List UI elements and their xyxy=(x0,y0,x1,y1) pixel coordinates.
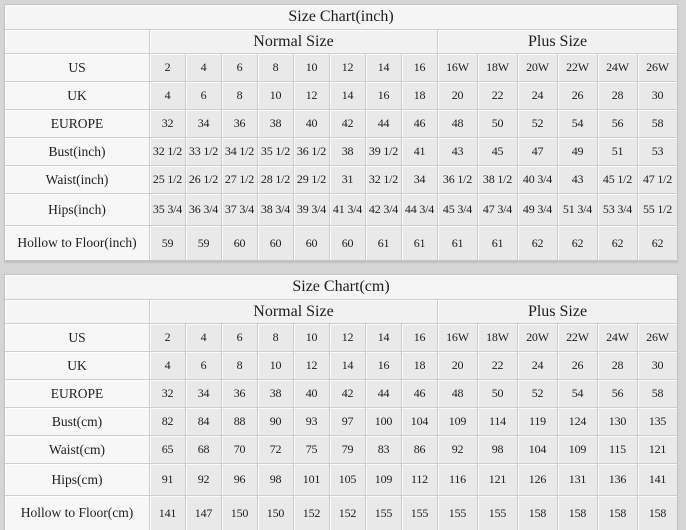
size-value: 44 xyxy=(365,109,401,137)
size-value: 60 xyxy=(221,225,257,260)
size-value: 44 3/4 xyxy=(401,193,437,225)
size-value: 34 1/2 xyxy=(221,137,257,165)
size-value: 47 xyxy=(517,137,557,165)
size-value: 61 xyxy=(437,225,477,260)
table-row xyxy=(5,407,677,435)
size-value: 40 xyxy=(293,109,329,137)
size-value: 68 xyxy=(185,435,221,463)
size-value: 38 1/2 xyxy=(477,165,517,193)
row-label: Bust(cm) xyxy=(5,407,149,435)
size-value: 47 1/2 xyxy=(637,165,677,193)
size-value: 32 1/2 xyxy=(149,137,185,165)
size-value: 62 xyxy=(517,225,557,260)
size-value: 36 1/2 xyxy=(293,137,329,165)
size-value: 42 xyxy=(329,379,365,407)
size-value: 109 xyxy=(437,407,477,435)
size-value: 62 xyxy=(557,225,597,260)
table-row xyxy=(5,379,677,407)
size-value: 48 xyxy=(437,109,477,137)
size-value: 131 xyxy=(557,463,597,495)
size-value: 14 xyxy=(329,81,365,109)
size-value: 88 xyxy=(221,407,257,435)
size-value: 55 1/2 xyxy=(637,193,677,225)
size-value: 33 1/2 xyxy=(185,137,221,165)
size-value: 10 xyxy=(257,81,293,109)
size-value: 51 xyxy=(597,137,637,165)
size-value: 39 1/2 xyxy=(365,137,401,165)
size-value: 16 xyxy=(365,81,401,109)
row-label: US xyxy=(5,323,149,351)
size-value: 20W xyxy=(517,323,557,351)
size-value: 44 xyxy=(365,379,401,407)
size-value: 155 xyxy=(401,495,437,530)
size-value: 26 xyxy=(557,351,597,379)
size-value: 155 xyxy=(477,495,517,530)
row-label: Hips(cm) xyxy=(5,463,149,495)
size-value: 49 xyxy=(557,137,597,165)
size-value: 98 xyxy=(257,463,293,495)
size-value: 50 xyxy=(477,379,517,407)
size-value: 150 xyxy=(221,495,257,530)
size-value: 46 xyxy=(401,379,437,407)
row-label: EUROPE xyxy=(5,109,149,137)
size-value: 40 xyxy=(293,379,329,407)
size-value: 52 xyxy=(517,109,557,137)
size-value: 150 xyxy=(257,495,293,530)
size-value: 98 xyxy=(477,435,517,463)
size-value: 50 xyxy=(477,109,517,137)
size-value: 135 xyxy=(637,407,677,435)
size-value: 38 xyxy=(329,137,365,165)
size-value: 70 xyxy=(221,435,257,463)
size-value: 47 3/4 xyxy=(477,193,517,225)
size-value: 30 xyxy=(637,81,677,109)
table-title: Size Chart(cm) xyxy=(5,275,677,299)
size-value: 34 xyxy=(401,165,437,193)
size-value: 22 xyxy=(477,81,517,109)
size-value: 121 xyxy=(637,435,677,463)
size-chart-cm-table xyxy=(4,274,678,530)
size-value: 28 xyxy=(597,351,637,379)
size-value: 79 xyxy=(329,435,365,463)
size-value: 112 xyxy=(401,463,437,495)
size-value: 24 xyxy=(517,351,557,379)
column-group-label: Normal Size xyxy=(149,29,437,53)
size-value: 60 xyxy=(329,225,365,260)
table-row xyxy=(5,463,677,495)
column-group-label: Plus Size xyxy=(437,29,677,53)
corner-cell xyxy=(5,299,149,323)
size-value: 43 xyxy=(437,137,477,165)
size-value: 12 xyxy=(329,323,365,351)
corner-cell xyxy=(5,29,149,53)
size-value: 32 1/2 xyxy=(365,165,401,193)
table-row xyxy=(5,137,677,165)
size-value: 58 xyxy=(637,109,677,137)
size-value: 61 xyxy=(477,225,517,260)
table-row xyxy=(5,225,677,260)
size-value: 2 xyxy=(149,53,185,81)
row-label: UK xyxy=(5,351,149,379)
size-value: 36 xyxy=(221,379,257,407)
size-value: 20 xyxy=(437,81,477,109)
size-value: 10 xyxy=(293,323,329,351)
size-value: 53 3/4 xyxy=(597,193,637,225)
size-value: 28 1/2 xyxy=(257,165,293,193)
size-value: 130 xyxy=(597,407,637,435)
size-value: 60 xyxy=(257,225,293,260)
size-value: 38 xyxy=(257,109,293,137)
size-value: 97 xyxy=(329,407,365,435)
size-value: 124 xyxy=(557,407,597,435)
size-value: 93 xyxy=(293,407,329,435)
size-value: 41 xyxy=(401,137,437,165)
size-value: 147 xyxy=(185,495,221,530)
size-value: 20 xyxy=(437,351,477,379)
size-value: 43 xyxy=(557,165,597,193)
size-value: 46 xyxy=(401,109,437,137)
size-value: 24W xyxy=(597,53,637,81)
size-value: 136 xyxy=(597,463,637,495)
size-value: 16W xyxy=(437,53,477,81)
size-value: 24W xyxy=(597,323,637,351)
size-value: 155 xyxy=(437,495,477,530)
size-value: 49 3/4 xyxy=(517,193,557,225)
size-value: 38 3/4 xyxy=(257,193,293,225)
size-value: 37 3/4 xyxy=(221,193,257,225)
size-value: 14 xyxy=(365,53,401,81)
table-row xyxy=(5,193,677,225)
size-value: 6 xyxy=(221,53,257,81)
size-value: 39 3/4 xyxy=(293,193,329,225)
size-value: 10 xyxy=(293,53,329,81)
row-label: Waist(inch) xyxy=(5,165,149,193)
size-value: 16 xyxy=(365,351,401,379)
row-label: US xyxy=(5,53,149,81)
size-value: 36 xyxy=(221,109,257,137)
size-value: 56 xyxy=(597,109,637,137)
size-value: 58 xyxy=(637,379,677,407)
row-label: Waist(cm) xyxy=(5,435,149,463)
size-value: 126 xyxy=(517,463,557,495)
size-value: 62 xyxy=(637,225,677,260)
size-value: 16 xyxy=(401,323,437,351)
size-value: 22W xyxy=(557,53,597,81)
size-value: 29 1/2 xyxy=(293,165,329,193)
size-value: 114 xyxy=(477,407,517,435)
size-value: 105 xyxy=(329,463,365,495)
size-value: 16 xyxy=(401,53,437,81)
size-value: 31 xyxy=(329,165,365,193)
size-value: 56 xyxy=(597,379,637,407)
size-value: 10 xyxy=(257,351,293,379)
table-title: Size Chart(inch) xyxy=(5,5,677,29)
size-value: 158 xyxy=(517,495,557,530)
size-value: 158 xyxy=(557,495,597,530)
column-group-label: Plus Size xyxy=(437,299,677,323)
size-value: 26W xyxy=(637,53,677,81)
size-value: 8 xyxy=(257,53,293,81)
size-value: 92 xyxy=(437,435,477,463)
size-chart-inch-table xyxy=(4,4,678,261)
size-value: 26W xyxy=(637,323,677,351)
size-value: 22 xyxy=(477,351,517,379)
table-row xyxy=(5,351,677,379)
size-value: 72 xyxy=(257,435,293,463)
size-value: 45 xyxy=(477,137,517,165)
size-value: 91 xyxy=(149,463,185,495)
size-value: 12 xyxy=(293,81,329,109)
table-row xyxy=(5,53,677,81)
size-value: 4 xyxy=(185,323,221,351)
size-value: 18 xyxy=(401,351,437,379)
size-value: 4 xyxy=(185,53,221,81)
size-value: 28 xyxy=(597,81,637,109)
size-value: 8 xyxy=(221,81,257,109)
size-value: 51 3/4 xyxy=(557,193,597,225)
row-label: EUROPE xyxy=(5,379,149,407)
size-value: 101 xyxy=(293,463,329,495)
size-value: 119 xyxy=(517,407,557,435)
size-value: 18W xyxy=(477,53,517,81)
size-value: 40 3/4 xyxy=(517,165,557,193)
size-value: 59 xyxy=(149,225,185,260)
size-value: 60 xyxy=(293,225,329,260)
size-value: 35 3/4 xyxy=(149,193,185,225)
size-value: 65 xyxy=(149,435,185,463)
table-row xyxy=(5,495,677,530)
size-value: 152 xyxy=(329,495,365,530)
size-value: 62 xyxy=(597,225,637,260)
size-value: 100 xyxy=(365,407,401,435)
table-row xyxy=(5,323,677,351)
size-value: 20W xyxy=(517,53,557,81)
table-row xyxy=(5,109,677,137)
size-value: 141 xyxy=(637,463,677,495)
size-value: 34 xyxy=(185,109,221,137)
size-value: 26 xyxy=(557,81,597,109)
size-value: 32 xyxy=(149,379,185,407)
size-value: 42 3/4 xyxy=(365,193,401,225)
table-row xyxy=(5,81,677,109)
table-title-row xyxy=(5,275,677,299)
size-value: 27 1/2 xyxy=(221,165,257,193)
size-value: 116 xyxy=(437,463,477,495)
size-value: 109 xyxy=(557,435,597,463)
size-value: 4 xyxy=(149,81,185,109)
size-value: 84 xyxy=(185,407,221,435)
size-value: 36 1/2 xyxy=(437,165,477,193)
size-value: 41 3/4 xyxy=(329,193,365,225)
row-label: UK xyxy=(5,81,149,109)
size-value: 8 xyxy=(221,351,257,379)
size-value: 4 xyxy=(149,351,185,379)
size-value: 59 xyxy=(185,225,221,260)
size-value: 92 xyxy=(185,463,221,495)
size-value: 6 xyxy=(185,81,221,109)
size-value: 158 xyxy=(597,495,637,530)
size-value: 12 xyxy=(293,351,329,379)
size-value: 53 xyxy=(637,137,677,165)
size-value: 104 xyxy=(401,407,437,435)
row-label: Hollow to Floor(cm) xyxy=(5,495,149,530)
row-label: Bust(inch) xyxy=(5,137,149,165)
size-value: 61 xyxy=(365,225,401,260)
size-value: 6 xyxy=(221,323,257,351)
size-value: 75 xyxy=(293,435,329,463)
size-value: 115 xyxy=(597,435,637,463)
column-group-row xyxy=(5,299,677,323)
size-value: 6 xyxy=(185,351,221,379)
size-value: 42 xyxy=(329,109,365,137)
size-value: 45 3/4 xyxy=(437,193,477,225)
size-value: 54 xyxy=(557,109,597,137)
size-value: 32 xyxy=(149,109,185,137)
table-row xyxy=(5,165,677,193)
size-value: 54 xyxy=(557,379,597,407)
row-label: Hollow to Floor(inch) xyxy=(5,225,149,260)
row-label: Hips(inch) xyxy=(5,193,149,225)
size-value: 16W xyxy=(437,323,477,351)
size-value: 35 1/2 xyxy=(257,137,293,165)
size-value: 24 xyxy=(517,81,557,109)
size-value: 86 xyxy=(401,435,437,463)
size-value: 14 xyxy=(329,351,365,379)
size-value: 158 xyxy=(637,495,677,530)
size-value: 104 xyxy=(517,435,557,463)
size-value: 109 xyxy=(365,463,401,495)
table-title-row xyxy=(5,5,677,29)
size-value: 18W xyxy=(477,323,517,351)
size-value: 22W xyxy=(557,323,597,351)
size-value: 82 xyxy=(149,407,185,435)
size-value: 34 xyxy=(185,379,221,407)
size-value: 25 1/2 xyxy=(149,165,185,193)
size-value: 48 xyxy=(437,379,477,407)
size-value: 38 xyxy=(257,379,293,407)
table-row xyxy=(5,435,677,463)
size-value: 14 xyxy=(365,323,401,351)
size-value: 141 xyxy=(149,495,185,530)
size-value: 8 xyxy=(257,323,293,351)
size-value: 155 xyxy=(365,495,401,530)
size-value: 18 xyxy=(401,81,437,109)
column-group-row xyxy=(5,29,677,53)
size-value: 45 1/2 xyxy=(597,165,637,193)
size-value: 26 1/2 xyxy=(185,165,221,193)
size-value: 12 xyxy=(329,53,365,81)
size-value: 36 3/4 xyxy=(185,193,221,225)
size-value: 90 xyxy=(257,407,293,435)
size-value: 30 xyxy=(637,351,677,379)
size-value: 152 xyxy=(293,495,329,530)
size-value: 2 xyxy=(149,323,185,351)
column-group-label: Normal Size xyxy=(149,299,437,323)
size-value: 52 xyxy=(517,379,557,407)
size-value: 121 xyxy=(477,463,517,495)
size-value: 83 xyxy=(365,435,401,463)
size-value: 96 xyxy=(221,463,257,495)
size-value: 61 xyxy=(401,225,437,260)
